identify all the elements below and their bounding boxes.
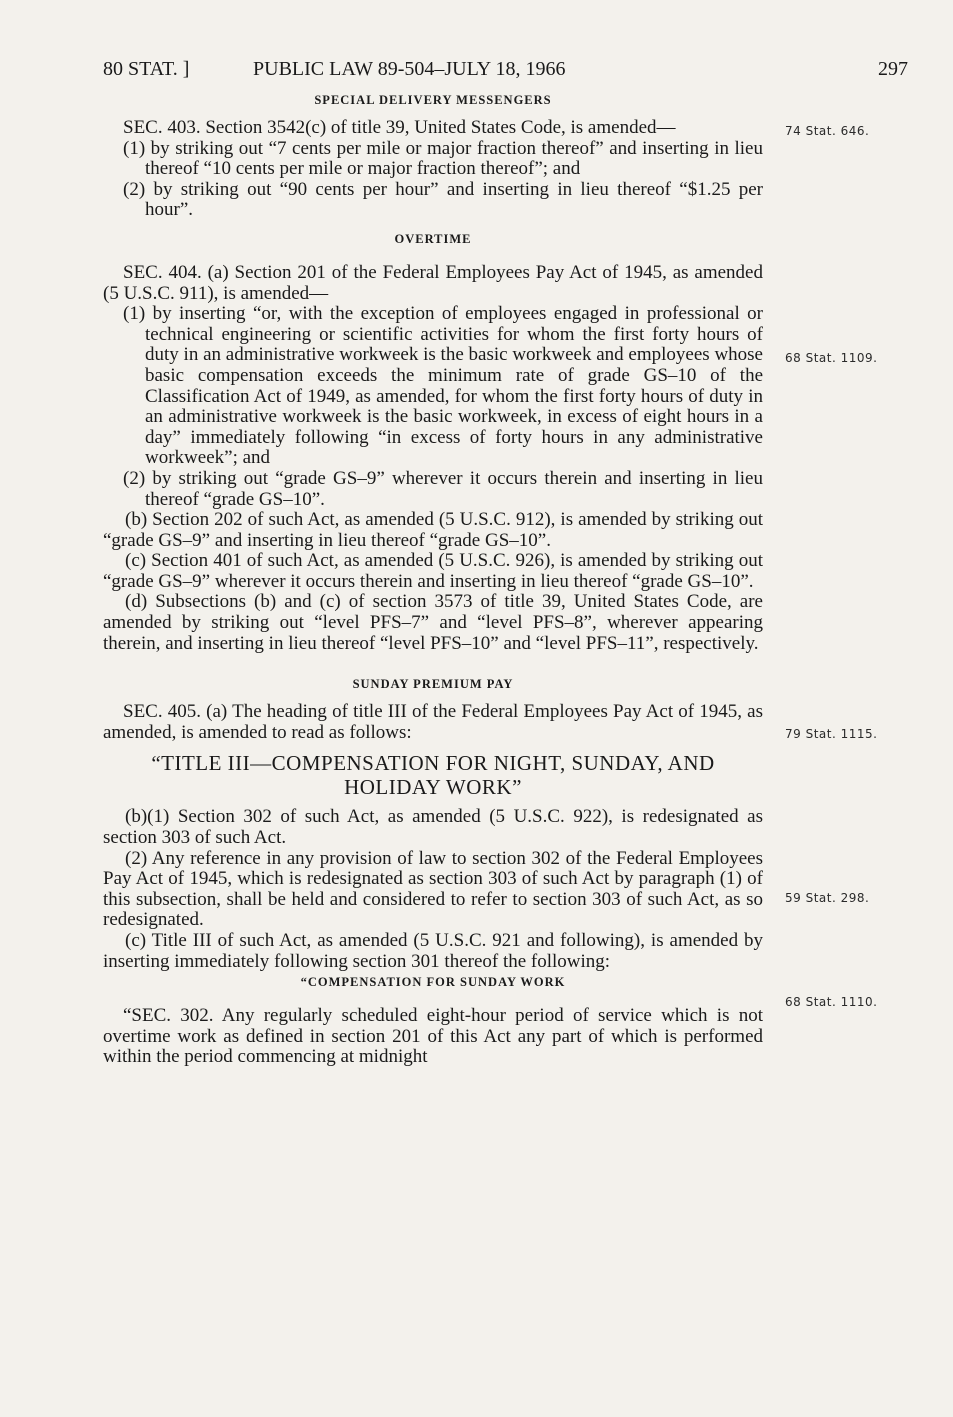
sec-404: SEC. 404. (a) Section 201 of the Federal Employees Pay Act of 1945, as amended (5 U.S.C. 911), is amended— — [103, 261, 763, 304]
header-title: PUBLIC LAW 89-504–JULY 18, 1966 — [253, 58, 566, 80]
sec-403: SEC. 403. Section 3542(c) of title 39, United States Code, is amended— — [123, 117, 676, 138]
margin-note-74-stat: 74 Stat. 646. — [785, 124, 870, 138]
heading-sunday-work: “COMPENSATION FOR SUNDAY WORK — [300, 975, 566, 990]
sec-405-c: (c) Title III of such Act, as amended (5 U.S.C. 921 and following), is amended by inserting immediately following section 301 thereof the following: — [103, 930, 763, 972]
sec-403-para-1: (1) by striking out “7 cents per mile or major fraction thereof” and inserting in lieu thereof “10 cents per mile or major fraction thereof”; and — [123, 137, 763, 180]
title-iii-heading: “TITLE III—COMPENSATION FOR NIGHT, SUNDAY, AND HOLIDAY WORK” — [151, 751, 715, 800]
margin-note-59-stat: 59 Stat. 298. — [785, 891, 870, 905]
sec-302: “SEC. 302. Any regularly scheduled eight-hour period of service which is not overtime work as defined in section 201 of this Act any part of which is performed within the period commencing at midnight — [103, 1005, 763, 1068]
sec-403-para-2: (2) by striking out “90 cents per hour” and inserting in lieu thereof “$1.25 per hour”. — [123, 178, 763, 221]
sec-404-para-2: (2) by striking out “grade GS–9” wherever it occurs therein and inserting in lieu thereof “grade GS–10”. — [123, 467, 763, 510]
margin-note-68-stat-1109: 68 Stat. 1109. — [785, 351, 878, 365]
page-number: 297 — [878, 58, 908, 80]
sec-404-d: (d) Subsections (b) and (c) of section 3573 of title 39, United States Code, are amended by striking out “level PFS–7” and “level PFS–8”, wherever appearing therein, and inserting in lieu thereof “level PFS–10” and “level PFS–11”, respectively. — [103, 591, 763, 654]
sec-404-b: (b) Section 202 of such Act, as amended (5 U.S.C. 912), is amended by striking out “grade GS–9” and inserting in lieu thereof “grade GS–10”. — [103, 509, 763, 551]
heading-sunday-premium: SUNDAY PREMIUM PAY — [352, 677, 514, 692]
sec-404-para-1: (1) by inserting “or, with the exception of employees engaged in professional or technical engineering or scientific activities for whom the first forty hours of duty in an administrative workweek is the basic workweek and employees whose basic compensation exceeds the minimum rate of grade GS–10 of the Classification Act of 1949, as amended, for whom the first forty hours of duty in an administrative workweek is the basic workweek, in excess of eight hours in a day” immediately following “in excess of forty hours in any administrative workweek”; and — [123, 303, 763, 469]
page-header — [103, 54, 908, 84]
margin-note-68-stat-1110: 68 Stat. 1110. — [785, 995, 878, 1009]
margin-note-79-stat: 79 Stat. 1115. — [785, 727, 878, 741]
heading-special-delivery: SPECIAL DELIVERY MESSENGERS — [314, 93, 552, 107]
heading-overtime: OVERTIME — [394, 231, 472, 246]
sec-405-b1: (b)(1) Section 302 of such Act, as amended (5 U.S.C. 922), is redesignated as section 303 of such Act. — [103, 806, 763, 849]
sec-405-b2: (2) Any reference in any provision of law to section 302 of the Federal Employees Pay Act of 1945, which is redesignated as section 303 of such Act by paragraph (1) of this subsection, shall be held and considered to refer to section 303 of such Act, as so redesignated. — [103, 847, 763, 931]
body-text — [103, 90, 763, 1068]
sec-405: SEC. 405. (a) The heading of title III of the Federal Employees Pay Act of 1945, as amended, is amended to read as follows: — [103, 701, 763, 743]
header-stat-ref: 80 STAT. ] — [103, 58, 190, 80]
sec-404-c: (c) Section 401 of such Act, as amended (5 U.S.C. 926), is amended by striking out “grade GS–9” wherever it occurs therein and inserting in lieu thereof “grade GS–10”. — [103, 550, 763, 592]
